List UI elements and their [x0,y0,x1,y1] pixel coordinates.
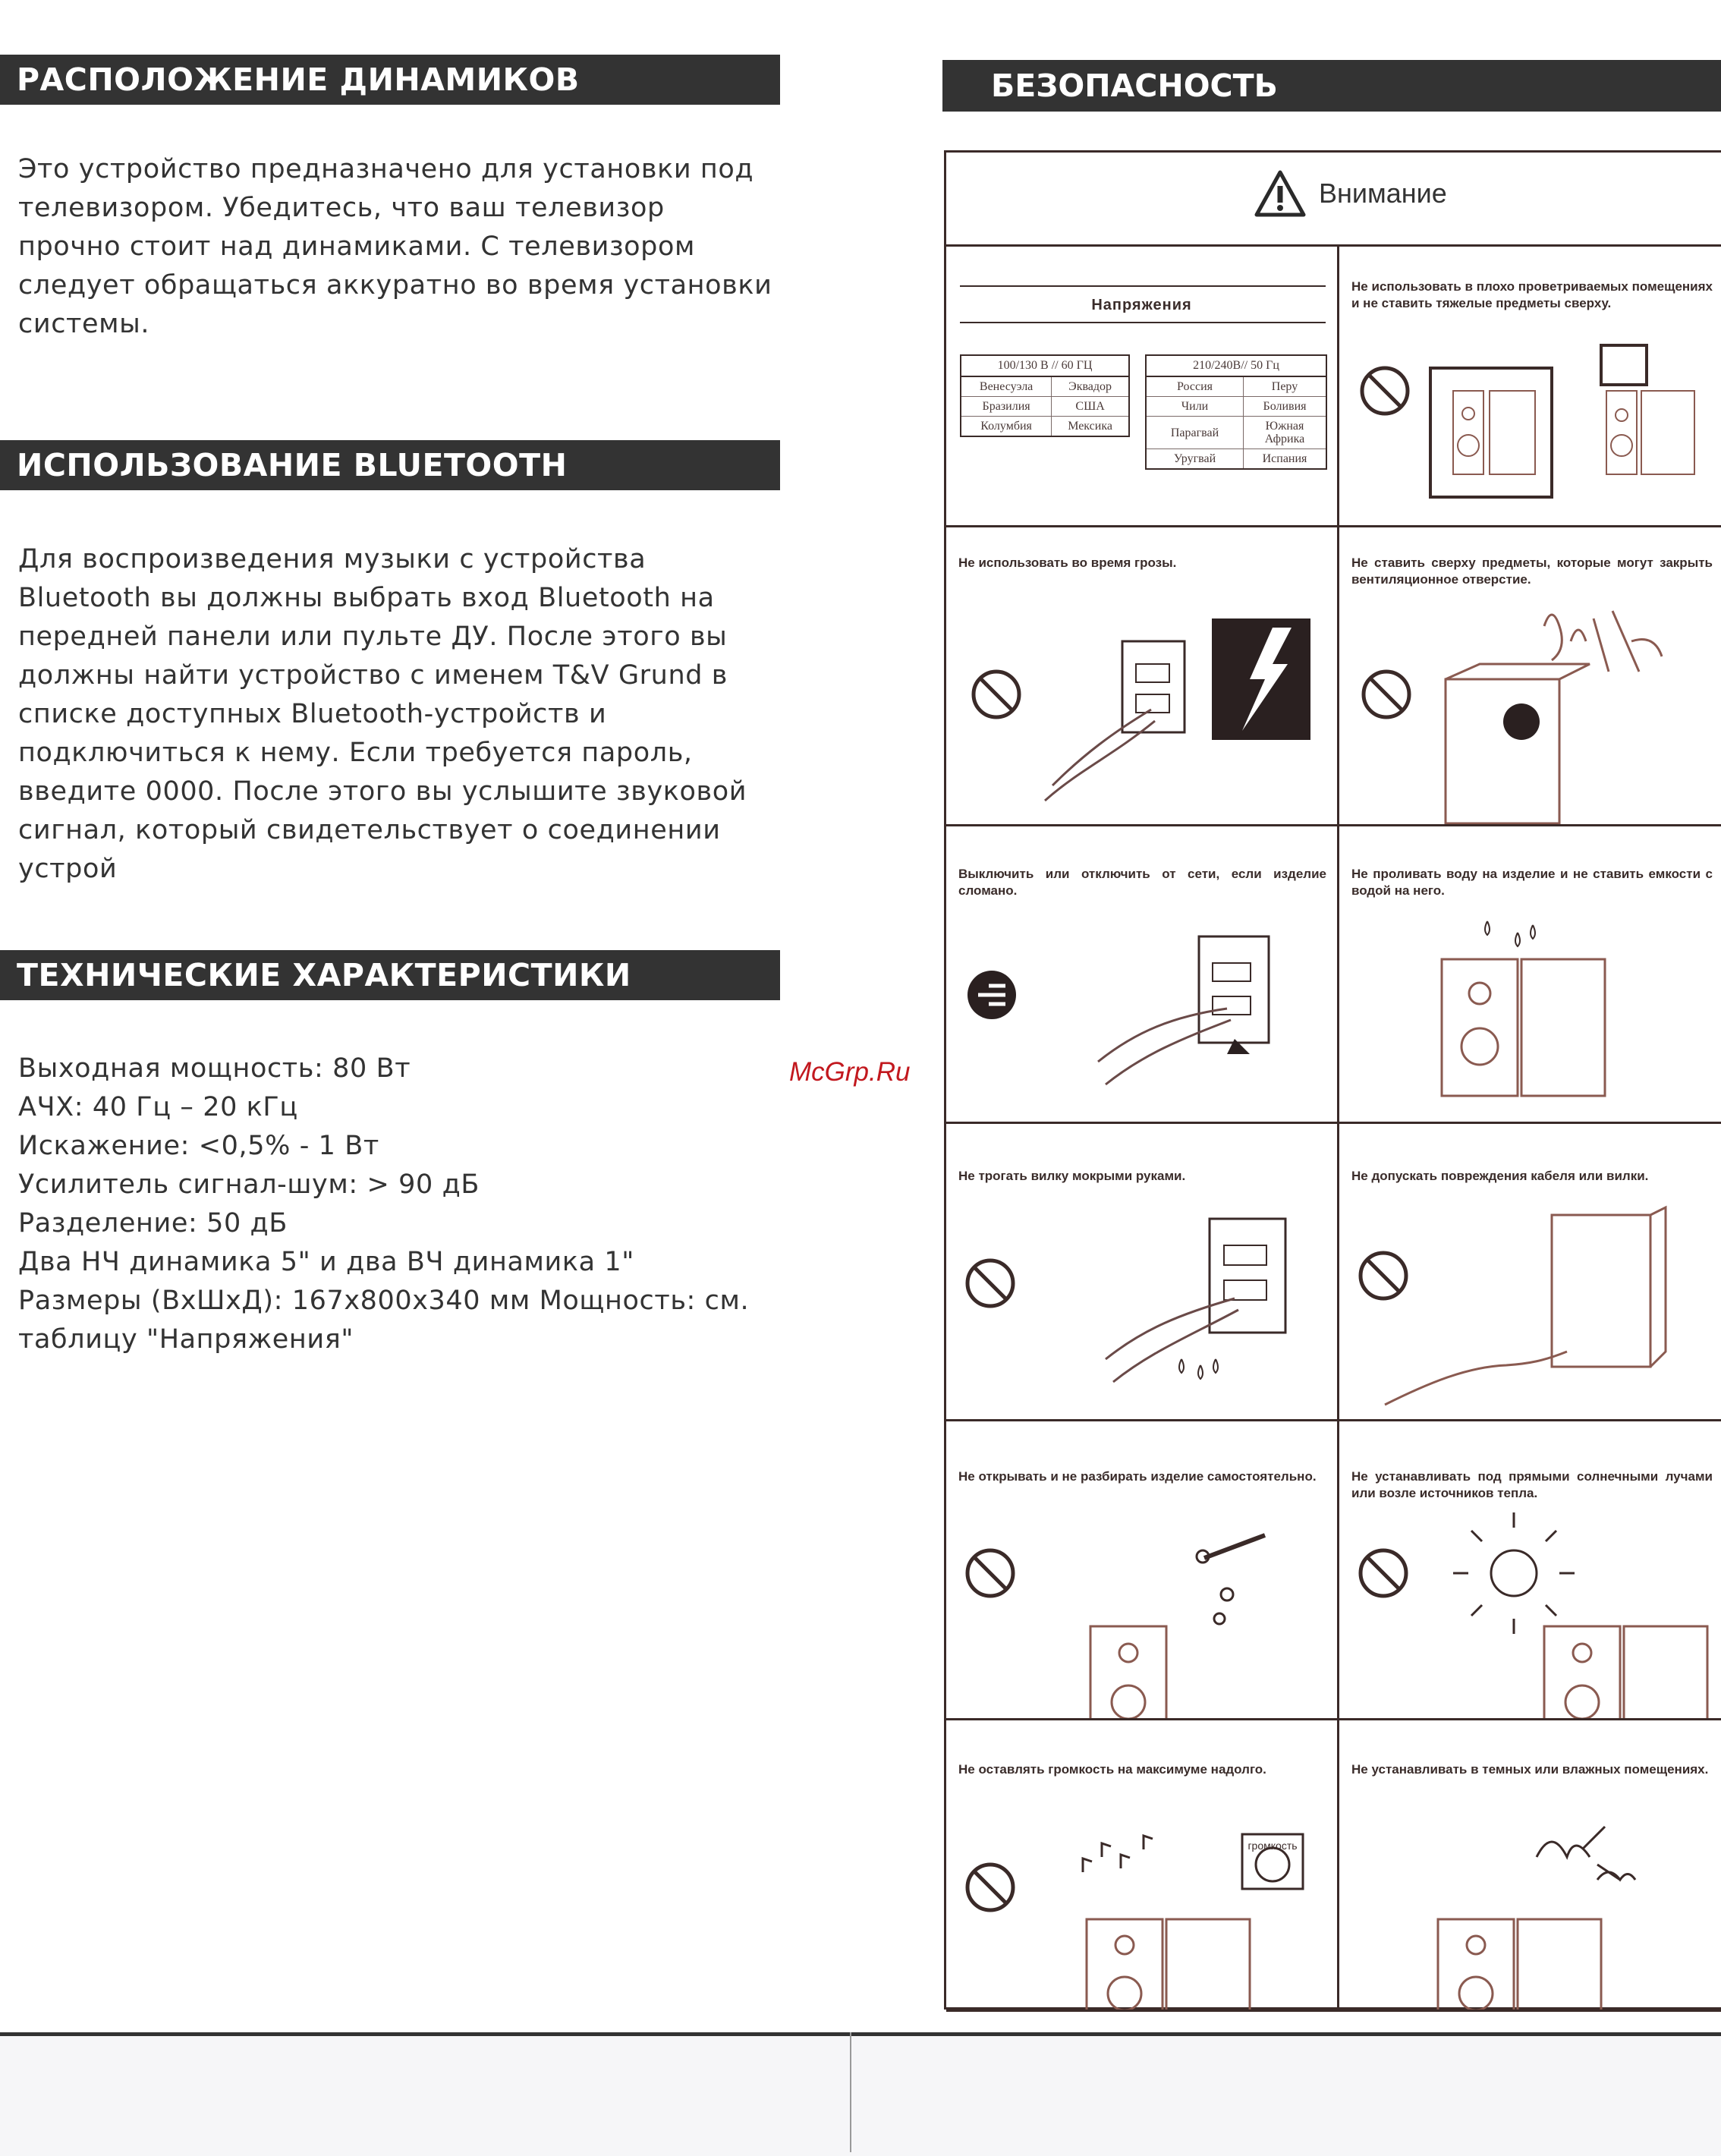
country: Чили [1146,397,1244,417]
warning-text: Не проливать воду на изделие и не ставить емкости с водой на него. [1351,867,1713,898]
warning-text: Не допускать повреждения кабеля или вилки. [1351,1169,1649,1183]
country: Мексика [1052,417,1129,437]
warning-text: Не открывать и не разбирать изделие самостоятельно. [958,1469,1317,1484]
safety-grid [944,150,1721,2010]
text-line: сигнал, который свидетельствует о соединении [18,815,721,845]
watermark[interactable]: McGrp.Ru [789,1057,911,1087]
country: Россия [1146,376,1244,397]
attention-label: Внимание [1319,178,1447,209]
warning-cell-wet-hands [946,1124,1339,1421]
text-line: передней панели или пульте ДУ. После этого вы [18,622,728,652]
warning-text: Не устанавливать в темных или влажных помещениях. [1351,1762,1709,1777]
unplug-icon [967,971,1016,1019]
text-line: Bluetooth вы должны выбрать вход Bluetooth на [18,583,715,613]
warning-cell-cable [1339,1124,1721,1421]
voltage-cell [946,247,1339,527]
warning-text: Не использовать в плохо проветриваемых помещениях и не ставить тяжелые предметы сверху. [1351,279,1713,310]
text-line: Это устройство предназначено для установки под [18,154,754,184]
prohibited-icon [1361,1253,1406,1298]
warning-cell-volume [946,1720,1339,2012]
disassemble-illustration [946,1421,1339,1720]
country: Испания [1244,449,1327,470]
voltage-table-50hz [1145,354,1327,470]
warning-cell-water [1339,826,1721,1124]
warning-cell-ventilation [1339,247,1721,527]
warning-cell-sun [1339,1421,1721,1720]
spec-line: АЧХ: 40 Гц – 20 кГц [18,1092,298,1122]
prohibited-icon [1364,672,1409,717]
prohibited-icon [967,1261,1013,1306]
country: Бразилия [961,397,1052,417]
voltage-table-header: 100/130 В // 60 ГЦ [961,355,1129,376]
country: Перу [1244,376,1327,397]
prohibited-icon [1361,1550,1406,1596]
left-page [0,0,850,2034]
text-line: Для воспроизведения музыки с устройства [18,544,647,574]
speaker-placement-text [18,150,785,344]
warning-text: Не использовать во время грозы. [958,556,1177,570]
warning-cell-broken [946,826,1339,1124]
storm-illustration [946,527,1339,826]
warning-text: Не ставить сверху предметы, которые могут закрыть вентиляционное отверстие. [1351,556,1713,587]
sun-illustration [1339,1421,1721,1720]
text-line: должны найти устройство с именем T&V Grund в [18,660,728,691]
country: Парагвай [1146,417,1244,449]
country: Южная Африка [1244,417,1327,449]
heavy-objects-illustration [1339,247,1721,527]
spec-line: Два НЧ динамика 5" и два ВЧ динамика 1" [18,1247,634,1277]
prohibited-icon [1362,368,1408,414]
warning-cell-storm [946,527,1339,826]
spec-line: Усилитель сигнал-шум: > 90 дБ [18,1169,480,1200]
country: Эквадор [1052,376,1129,397]
country: Венесуэла [961,376,1052,397]
bluetooth-heading: ИСПОЛЬЗОВАНИЕ BLUETOOTH [0,440,780,490]
voltage-table-header: 210/240В// 50 Гц [1146,355,1326,376]
warning-text: Не устанавливать под прямыми солнечными лучами или возле источников тепла. [1351,1469,1713,1500]
prohibited-icon [967,1550,1013,1596]
country: США [1052,397,1129,417]
text-line: системы. [18,309,150,339]
page-bottom-strip [0,2032,1721,2156]
country: Колумбия [961,417,1052,437]
page-fold [850,2032,851,2152]
text-line: списке доступных Bluetooth-устройств и [18,699,607,729]
bluetooth-text [18,540,785,889]
prohibited-icon [967,1865,1013,1910]
unplug-illustration [946,826,1339,1124]
right-page [850,0,1721,2034]
volume-knob-label: громкость [1247,1840,1298,1852]
spec-line: таблицу "Напряжения" [18,1324,354,1355]
safety-heading: БЕЗОПАСНОСТЬ [942,60,1721,112]
voltage-title: Напряжения [1091,297,1192,313]
spec-line: Размеры (ВхШхД): 167х800х340 мм Мощность: см. [18,1286,750,1316]
cable-illustration [1339,1124,1721,1421]
damp-illustration [1339,1720,1721,2012]
water-illustration [1339,826,1721,1124]
volume-illustration [946,1720,1339,2012]
country: Уругвай [1146,449,1244,470]
voltage-table-60hz [960,354,1130,437]
warning-cell-vent-block [1339,527,1721,826]
text-line: прочно стоит над динамиками. С телевизором [18,231,696,262]
country: Боливия [1244,397,1327,417]
warning-text: Не оставлять громкость на максимуме надолго. [958,1762,1266,1777]
text-line: телевизором. Убедитесь, что ваш телевизор [18,193,665,223]
vent-block-illustration [1339,527,1721,826]
text-line: подключиться к нему. Если требуется пароль, [18,738,693,768]
spec-line: Искажение: <0,5% - 1 Вт [18,1131,379,1161]
text-line: введите 0000. После этого вы услышите звуковой [18,776,747,807]
warning-triangle-icon [1254,169,1307,218]
text-line: устрой [18,854,118,884]
warning-cell-disassemble [946,1421,1339,1720]
warning-cell-damp [1339,1720,1721,2012]
wet-hands-illustration [946,1124,1339,1421]
attention-banner [946,153,1721,247]
text-line: следует обращаться аккуратно во время установки [18,270,772,301]
spec-line: Выходная мощность: 80 Вт [18,1053,411,1084]
speaker-placement-heading: РАСПОЛОЖЕНИЕ ДИНАМИКОВ [0,55,780,105]
warning-text: Выключить или отключить от сети, если изделие сломано. [958,867,1326,898]
spec-line: Разделение: 50 дБ [18,1208,288,1239]
warning-text: Не трогать вилку мокрыми руками. [958,1169,1186,1183]
stop-hand-icon [974,672,1019,717]
specs-heading: ТЕХНИЧЕСКИЕ ХАРАКТЕРИСТИКИ [0,950,780,1000]
specs-list [18,1050,785,1359]
